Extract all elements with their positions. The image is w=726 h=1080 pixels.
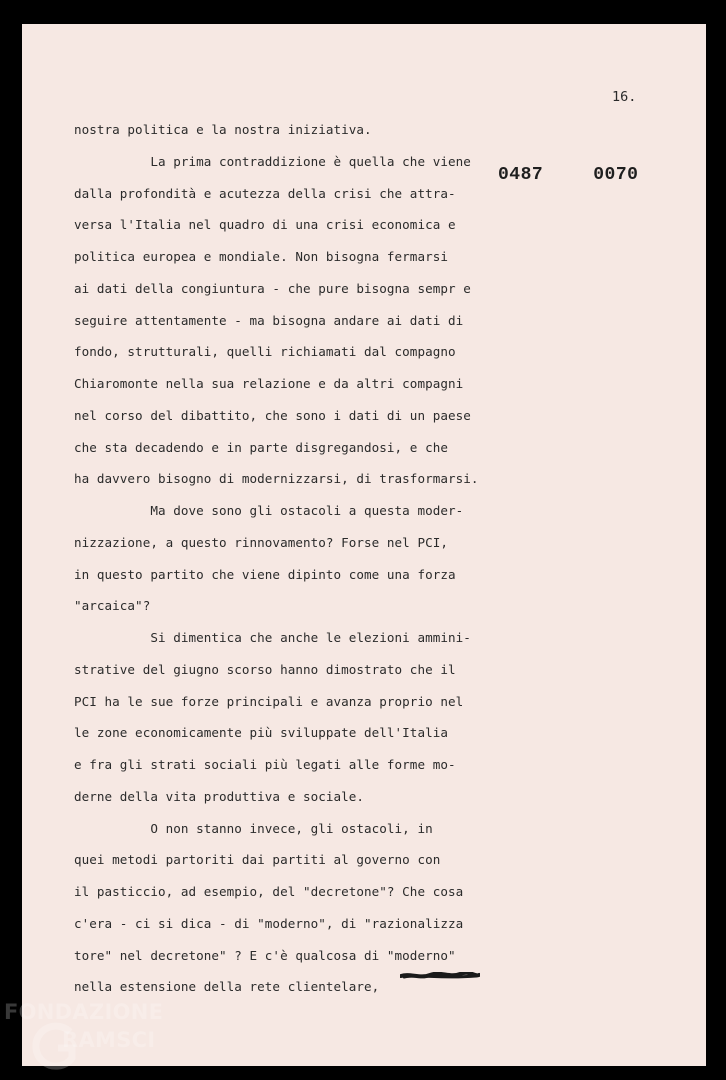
watermark-line-1: FONDAZIONE [4,1000,164,1024]
text-line: Chiaromonte nella sua relazione e da altri compagni [74,376,464,391]
document-page [22,24,706,1066]
text-line: O non stanno invece, gli ostacoli, in [74,820,433,836]
watermark-line-2: RAMSCI [62,1028,156,1052]
text-line: e fra gli strati sociali più legati alle forme mo- [74,757,456,772]
text-line: tore" nel decretone" ? E c'è qualcosa di "moderno" [74,947,456,963]
text-line: versa l'Italia nel quadro di una crisi economica e [74,217,456,233]
foundation-watermark [2,1000,192,1080]
text-line: quei metodi partoriti dai partiti al governo con [74,852,441,868]
text-line: derne della vita produttiva e sociale. [74,788,365,804]
text-line: politica europea e mondiale. Non bisogna fermarsi [74,249,448,264]
text-line: seguire attentamente - ma bisogna andare ai dati di [74,312,464,328]
text-line: fondo, strutturali, quelli richiamati dal compagno [74,344,456,360]
text-line: ha davvero bisogno di modernizzarsi, di trasformarsi. [74,471,479,487]
typewritten-text [74,114,544,1003]
text-line: il pasticcio, ad esempio, del "decretone"? Che cosa [74,884,464,899]
text-line: nostra politica e la nostra iniziativa. [74,122,372,137]
text-line: Si dimentica che anche le elezioni ammini- [74,630,471,645]
text-line: nizzazione, a questo rinnovamento? Forse nel PCI, [74,534,448,550]
text-line: dalla profondità e acutezza della crisi che attra- [74,185,456,201]
text-line: Ma dove sono gli ostacoli a questa moder- [74,503,464,518]
text-line: PCI ha le sue forze principali e avanza proprio nel [74,693,464,709]
text-line: ai dati della congiuntura - che pure bisogna sempr e [74,280,471,296]
ink-scribble [400,972,480,980]
text-line: nella estensione della rete clientelare, [74,979,380,995]
page-number: 16. [612,89,637,105]
text-line: le zone economicamente più sviluppate dell'Italia [74,725,448,741]
text-line: strative del giugno scorso hanno dimostrato che il [74,661,456,677]
stamp-left-number: 0487 [498,165,544,185]
text-line: c'era - ci si dica - di "moderno", di "razionalizza [74,915,464,931]
text-line: che sta decadendo e in parte disgregandosi, e che [74,439,448,455]
text-line: nel corso del dibattito, che sono i dati di un paese [74,407,471,423]
text-line: "arcaica"? [74,598,151,614]
text-line: La prima contraddizione è quella che viene [74,153,471,169]
text-line: in questo partito che viene dipinto come una forza [74,566,456,582]
stamp-right-number: 0070 [593,165,639,185]
